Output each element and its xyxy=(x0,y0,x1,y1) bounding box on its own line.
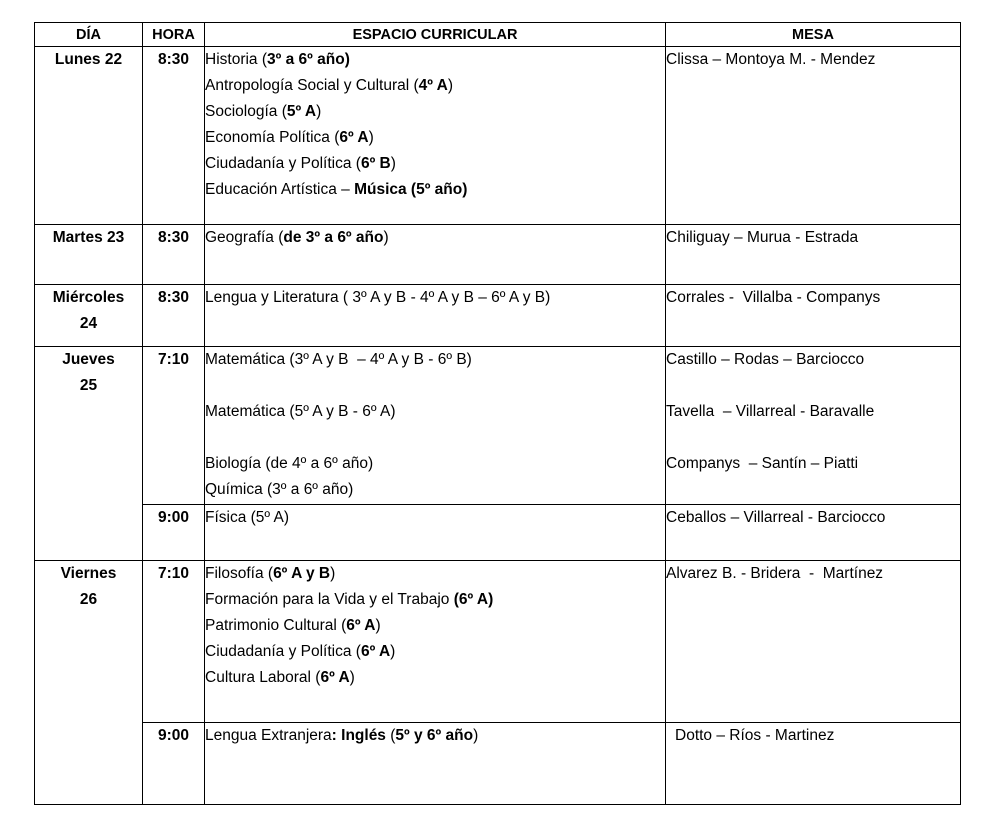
time-cell: 9:00 xyxy=(143,723,205,805)
day-cell: Jueves 25 xyxy=(35,347,143,561)
time-cell: 9:00 xyxy=(143,505,205,561)
subject-cell: Matemática (3º A y B – 4º A y B - 6º B) Matemática (5º A y B - 6º A) Biología (de 4º a 6º año) Química (3º a 6º año) xyxy=(205,347,666,505)
time-cell: 8:30 xyxy=(143,225,205,285)
header-espacio: ESPACIO CURRICULAR xyxy=(205,23,666,47)
header-dia: DÍA xyxy=(35,23,143,47)
table-row xyxy=(35,285,961,347)
time-cell: 7:10 xyxy=(143,347,205,505)
time-cell: 8:30 xyxy=(143,47,205,225)
panel-cell: Castillo – Rodas – Barciocco Tavella – Villarreal - Baravalle Companys – Santín – Piatti xyxy=(666,347,961,505)
panel-cell: Alvarez B. - Bridera - Martínez xyxy=(666,561,961,723)
header-hora: HORA xyxy=(143,23,205,47)
subject-cell: Filosofía (6º A y B) Formación para la Vida y el Trabajo (6º A) Patrimonio Cultural (6º A) Ciudadanía y Política (6º A) Cultura Laboral (6º A) xyxy=(205,561,666,723)
table-row xyxy=(35,505,961,561)
day-cell: Lunes 22 xyxy=(35,47,143,225)
subject-cell: Historia (3º a 6º año) Antropología Social y Cultural (4º A) Sociología (5º A) Economía Política (6º A) Ciudadanía y Política (6º B) Educación Artística – Música (5º año) xyxy=(205,47,666,225)
day-cell: Viernes 26 xyxy=(35,561,143,805)
table-row xyxy=(35,347,961,505)
time-cell: 7:10 xyxy=(143,561,205,723)
table-row xyxy=(35,561,961,723)
subject-cell: Geografía (de 3º a 6º año) xyxy=(205,225,666,285)
header-mesa: MESA xyxy=(666,23,961,47)
panel-cell: Ceballos – Villarreal - Barciocco xyxy=(666,505,961,561)
header-row xyxy=(35,23,961,47)
panel-cell: Clissa – Montoya M. - Mendez xyxy=(666,47,961,225)
subject-cell: Lengua y Literatura ( 3º A y B - 4º A y B – 6º A y B) xyxy=(205,285,666,347)
panel-cell: Chiliguay – Murua - Estrada xyxy=(666,225,961,285)
subject-cell: Física (5º A) xyxy=(205,505,666,561)
time-cell: 8:30 xyxy=(143,285,205,347)
panel-cell: Corrales - Villalba - Companys xyxy=(666,285,961,347)
subject-cell: Lengua Extranjera: Inglés (5º y 6º año) xyxy=(205,723,666,805)
panel-cell: Dotto – Ríos - Martinez xyxy=(666,723,961,805)
table-row xyxy=(35,47,961,225)
table-row xyxy=(35,723,961,805)
day-cell: Miércoles 24 xyxy=(35,285,143,347)
table-row xyxy=(35,225,961,285)
exam-schedule-table xyxy=(34,22,961,805)
day-cell: Martes 23 xyxy=(35,225,143,285)
